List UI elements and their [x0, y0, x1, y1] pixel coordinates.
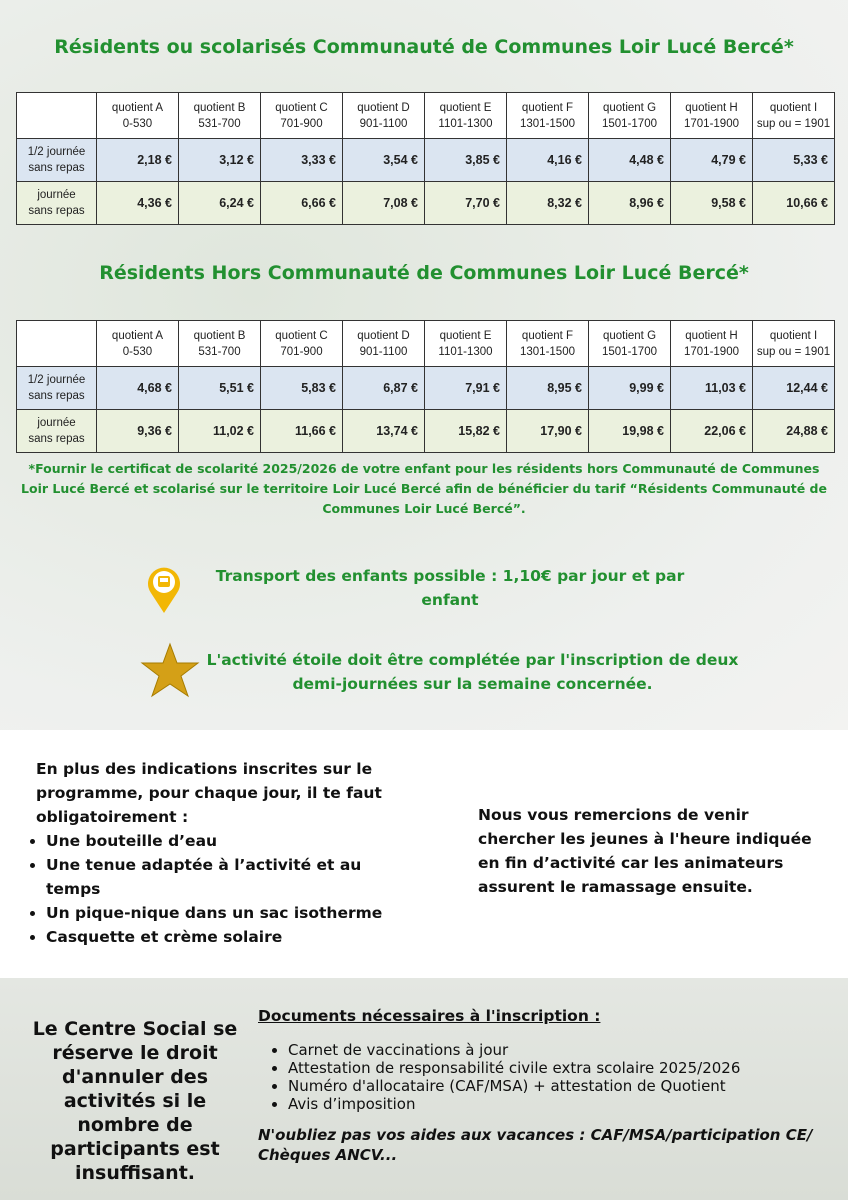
documents-list: [258, 1007, 828, 1165]
quotient-label: quotient F: [521, 101, 574, 114]
price-cell: 11,02 €: [179, 410, 261, 453]
price-cell: 9,36 €: [97, 410, 179, 453]
quotient-label: quotient G: [602, 101, 657, 114]
quotient-range: sup ou = 1901: [756, 117, 831, 130]
quotient-label: quotient B: [193, 101, 246, 114]
price-cell: 7,91 €: [425, 367, 507, 410]
table-row: [17, 182, 835, 225]
quotient-header: [261, 321, 343, 367]
price-cell: 3,85 €: [425, 139, 507, 182]
bus-location-icon: [145, 565, 183, 615]
price-cell: 4,68 €: [97, 367, 179, 410]
quotient-header: [261, 93, 343, 139]
price-cell: 4,48 €: [589, 139, 671, 182]
price-cell: 8,32 €: [507, 182, 589, 225]
quotient-header: [343, 321, 425, 367]
row-label-line: journée: [37, 189, 76, 201]
quotient-label: quotient A: [111, 329, 164, 342]
price-cell: 3,33 €: [261, 139, 343, 182]
thanks-note: Nous vous remercions de venir chercher les jeunes à l'heure indiquée en fin d’activité car les animateurs assurent le ramassage ensuite.: [478, 806, 812, 896]
price-cell: 7,70 €: [425, 182, 507, 225]
quotient-range: 1101-1300: [438, 345, 493, 358]
quotient-label: quotient F: [521, 329, 574, 342]
transport-info: Transport des enfants possible : 1,10€ par jour et par enfant: [215, 567, 685, 609]
document-item: • Attestation de responsabilité civile extra scolaire 2025/2026: [288, 1059, 828, 1077]
price-cell: 3,12 €: [179, 139, 261, 182]
table2-title: Résidents Hors Communauté de Communes Loir Lucé Bercé*: [99, 262, 749, 284]
row-label-line: sans repas: [28, 205, 85, 217]
quotient-range: 1301-1500: [520, 345, 575, 358]
quotient-label: quotient E: [439, 329, 492, 342]
price-cell: 13,74 €: [343, 410, 425, 453]
document-item: • Carnet de vaccinations à jour: [288, 1041, 828, 1059]
quotient-label: quotient D: [357, 101, 410, 114]
quotient-header: [753, 321, 835, 367]
quotient-header: [753, 93, 835, 139]
row-label: [17, 410, 97, 453]
cancellation-note: Le Centre Social se réserve le droit d'annuler des activités si le nombre de participants est insuffisant.: [32, 1018, 238, 1184]
quotient-header: [589, 93, 671, 139]
price-cell: 6,66 €: [261, 182, 343, 225]
quotient-range: 1501-1700: [602, 345, 657, 358]
quotient-range: 901-1100: [359, 117, 408, 130]
document-item: • Avis d’imposition: [288, 1095, 828, 1113]
table-row: [17, 367, 835, 410]
quotient-label: quotient H: [685, 101, 738, 114]
quotient-range: 1701-1900: [684, 345, 739, 358]
quotient-header: [179, 321, 261, 367]
row-label-line: 1/2 journée: [27, 146, 86, 158]
quotient-range: 0-530: [122, 117, 153, 130]
corner-cell: [17, 93, 97, 139]
quotient-header: [179, 93, 261, 139]
row-label: [17, 139, 97, 182]
price-cell: 9,99 €: [589, 367, 671, 410]
quotient-range: 531-700: [198, 345, 241, 358]
quotient-range: sup ou = 1901: [756, 345, 831, 358]
price-cell: 19,98 €: [589, 410, 671, 453]
price-cell: 5,51 €: [179, 367, 261, 410]
price-cell: 5,83 €: [261, 367, 343, 410]
quotient-header: [425, 93, 507, 139]
row-label-line: journée: [37, 417, 76, 429]
quotient-header: [507, 93, 589, 139]
document-item: • Numéro d'allocataire (CAF/MSA) + attestation de Quotient: [288, 1077, 828, 1095]
row-label-line: sans repas: [28, 433, 85, 445]
quotient-label: quotient I: [769, 101, 818, 114]
quotient-header: [425, 321, 507, 367]
quotient-range: 701-900: [280, 117, 323, 130]
quotient-header: [343, 93, 425, 139]
quotient-label: quotient C: [275, 329, 328, 342]
quotient-header: [671, 321, 753, 367]
price-cell: 15,82 €: [425, 410, 507, 453]
quotient-range: 701-900: [280, 345, 323, 358]
quotient-range: 901-1100: [359, 345, 408, 358]
quotient-label: quotient A: [111, 101, 164, 114]
row-label: [17, 182, 97, 225]
quotient-header: [97, 321, 179, 367]
price-cell: 3,54 €: [343, 139, 425, 182]
quotient-label: quotient G: [602, 329, 657, 342]
bring-list: [20, 757, 420, 949]
quotient-range: 0-530: [122, 345, 153, 358]
row-label: [17, 367, 97, 410]
quotient-label: quotient C: [275, 101, 328, 114]
table-row: [17, 410, 835, 453]
bring-intro: En plus des indications inscrites sur le programme, pour chaque jour, il te faut obligatoirement :: [36, 760, 382, 826]
price-cell: 2,18 €: [97, 139, 179, 182]
table1-title: Résidents ou scolarisés Communauté de Communes Loir Lucé Bercé*: [54, 36, 794, 58]
bring-item: • Casquette et crème solaire: [46, 925, 420, 949]
row-label-line: sans repas: [28, 390, 85, 402]
star-icon: [140, 642, 200, 698]
quotient-header: [507, 321, 589, 367]
price-cell: 22,06 €: [671, 410, 753, 453]
price-cell: 7,08 €: [343, 182, 425, 225]
price-cell: 17,90 €: [507, 410, 589, 453]
price-cell: 8,96 €: [589, 182, 671, 225]
row-label-line: sans repas: [28, 162, 85, 174]
pricing-table-non-residents: [16, 320, 835, 453]
footnote: *Fournir le certificat de scolarité 2025/2026 de votre enfant pour les résidents hors Communauté de Communes Loir Lucé Bercé et scolarisé sur le territoire Loir Lucé Bercé afin de bénéficier du tarif “Résidents Communauté de Communes Loir Lucé Bercé”.: [21, 461, 827, 516]
row-label-line: 1/2 journée: [27, 374, 86, 386]
price-cell: 12,44 €: [753, 367, 835, 410]
star-activity-info: L'activité étoile doit être complétée par l'inscription de deux demi-journées sur la semaine concernée.: [206, 651, 739, 693]
quotient-label: quotient E: [439, 101, 492, 114]
quotient-range: 1301-1500: [520, 117, 575, 130]
bring-item: • Une tenue adaptée à l’activité et au temps: [46, 853, 420, 901]
quotient-header: [97, 93, 179, 139]
quotient-label: quotient H: [685, 329, 738, 342]
corner-cell: [17, 321, 97, 367]
aid-reminder: N'oubliez pas vos aides aux vacances : CAF/MSA/participation CE/ Chèques ANCV...: [258, 1126, 813, 1164]
quotient-range: 531-700: [198, 117, 241, 130]
bring-item: • Une bouteille d’eau: [46, 829, 420, 853]
price-cell: 9,58 €: [671, 182, 753, 225]
pricing-table-residents: [16, 92, 835, 225]
price-cell: 4,16 €: [507, 139, 589, 182]
price-cell: 5,33 €: [753, 139, 835, 182]
quotient-range: 1101-1300: [438, 117, 493, 130]
quotient-range: 1501-1700: [602, 117, 657, 130]
quotient-header: [589, 321, 671, 367]
quotient-label: quotient I: [769, 329, 818, 342]
price-cell: 6,24 €: [179, 182, 261, 225]
bring-item: • Un pique-nique dans un sac isotherme: [46, 901, 420, 925]
price-cell: 10,66 €: [753, 182, 835, 225]
quotient-range: 1701-1900: [684, 117, 739, 130]
quotient-header: [671, 93, 753, 139]
price-cell: 4,36 €: [97, 182, 179, 225]
table-row: [17, 139, 835, 182]
price-cell: 6,87 €: [343, 367, 425, 410]
price-cell: 24,88 €: [753, 410, 835, 453]
price-cell: 8,95 €: [507, 367, 589, 410]
price-cell: 4,79 €: [671, 139, 753, 182]
quotient-label: quotient D: [357, 329, 410, 342]
quotient-label: quotient B: [193, 329, 246, 342]
documents-title: Documents nécessaires à l'inscription :: [258, 1007, 601, 1025]
price-cell: 11,03 €: [671, 367, 753, 410]
price-cell: 11,66 €: [261, 410, 343, 453]
